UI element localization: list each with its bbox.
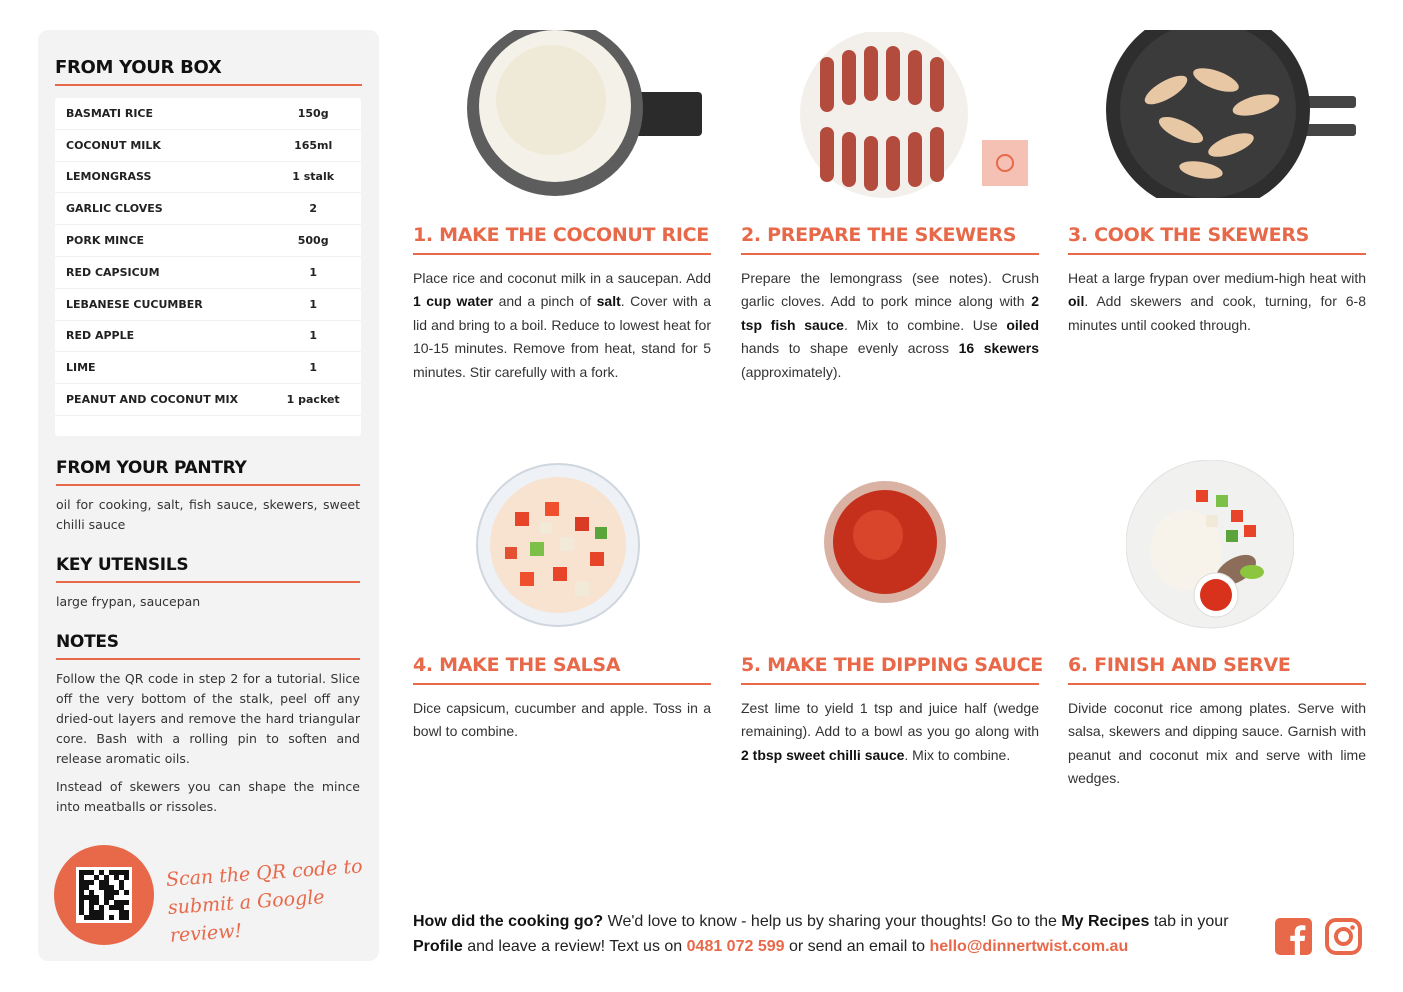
- divider: [1068, 253, 1366, 255]
- ingredient-row: [55, 289, 361, 321]
- notes-paragraph: Follow the QR code in step 2 for a tutorial. Slice off the very bottom of the stalk, peel off any dried-out layers and remove the hard triangular core. Bash with a rolling pin to soften and release aromatic oils.: [56, 671, 360, 766]
- body-bold: 16 skewers: [958, 340, 1039, 357]
- dipping-sauce-bowl-icon: [823, 480, 947, 604]
- step-4-title: 4. MAKE THE SALSA: [413, 654, 621, 676]
- ingredient-name: LEMONGRASS: [66, 170, 152, 184]
- body-text: Zest lime to yield 1 tsp and juice half (wedge remaining). Add to a bowl as you go along with: [741, 700, 1039, 740]
- footer-text: tab in your: [1149, 913, 1229, 930]
- skewers-in-frypan-icon: [1106, 30, 1358, 198]
- step-1-title: 1. MAKE THE COCONUT RICE: [413, 224, 709, 246]
- body-text: . Mix to combine. Use: [843, 316, 1007, 333]
- pantry-text: oil for cooking, salt, fish sauce, skewers, sweet chilli sauce: [56, 497, 360, 532]
- ingredient-qty: 1 stalk: [292, 170, 335, 184]
- notes-text: [56, 669, 360, 817]
- ingredient-name: PORK MINCE: [66, 234, 145, 248]
- body-text: Prepare the lemongrass (see notes). Crush garlic cloves. Add to pork mince along with: [741, 270, 1039, 310]
- step-6-body: Divide coconut rice among plates. Serve with salsa, skewers and dipping sauce. Garnish with peanut and coconut mix and serve with lime wedges.: [1068, 700, 1366, 787]
- divider: [413, 253, 711, 255]
- divider: [741, 253, 1039, 255]
- ingredient-row: [55, 130, 361, 162]
- step-2-body: [741, 267, 1039, 384]
- divider: [1068, 683, 1366, 685]
- step-1-body: [413, 267, 711, 384]
- review-footer: [413, 909, 1263, 959]
- scan-qr-line: Scan the QR code to: [165, 855, 364, 892]
- body-bold: 2 tsp fish sauce: [741, 293, 1039, 333]
- ingredient-name: GARLIC CLOVES: [66, 202, 163, 216]
- ingredient-qty: 500g: [297, 234, 329, 248]
- ingredient-name: LIME: [66, 361, 96, 375]
- body-bold: salt: [596, 293, 621, 310]
- pantry-heading: FROM YOUR PANTRY: [56, 458, 247, 478]
- ingredient-row: [55, 193, 361, 225]
- step-3-title: 3. COOK THE SKEWERS: [1068, 224, 1310, 246]
- utensils-section: [56, 555, 360, 612]
- rice-in-saucepan-icon: [441, 30, 703, 198]
- ingredient-name: RED APPLE: [66, 329, 135, 343]
- ingredient-qty: 1 packet: [286, 393, 340, 407]
- divider: [741, 683, 1039, 685]
- ingredient-name: LEBANESE CUCUMBER: [66, 297, 203, 311]
- body-text: . Cover with a lid and bring to a boil. Reduce to lowest heat for 10-15 minutes. Remove from heat, stand for 5 minutes. Stir carefully with a fork.: [413, 293, 712, 380]
- notes-paragraph: Instead of skewers you can shape the mince into meatballs or rissoles.: [56, 779, 360, 814]
- body-text: (approximately).: [741, 363, 842, 380]
- divider: [413, 683, 711, 685]
- step-3-body: [1068, 267, 1366, 337]
- body-text: . Add skewers and cook, turning, for 6-8 minutes until cooked through.: [1068, 293, 1366, 333]
- step-4-body: Dice capsicum, cucumber and apple. Toss in a bowl to combine.: [413, 700, 711, 740]
- from-your-box-heading: FROM YOUR BOX: [55, 57, 222, 78]
- footer-text: We'd love to know - help us by sharing your thoughts! Go to the: [603, 913, 1062, 930]
- plated-dish-icon: [1126, 460, 1294, 630]
- phone-link[interactable]: 0481 072 599: [686, 938, 785, 955]
- step-6-title: 6. FINISH AND SERVE: [1068, 654, 1291, 676]
- footer-bold: How did the cooking go?: [413, 913, 604, 930]
- ingredient-qty: 1: [309, 265, 317, 279]
- notes-heading: NOTES: [56, 632, 119, 652]
- footer-text: and leave a review! Text us on: [462, 938, 687, 955]
- pork-skewers-icon: [800, 32, 1040, 198]
- my-recipes-label: My Recipes: [1061, 913, 1150, 930]
- step-2-title: 2. PREPARE THE SKEWERS: [741, 224, 1017, 246]
- google-review-qr-badge[interactable]: [54, 845, 154, 945]
- ingredient-qty: 165ml: [294, 138, 333, 152]
- divider: [55, 84, 362, 86]
- footer-text: or send an email to: [784, 938, 930, 955]
- facebook-icon[interactable]: [1275, 918, 1312, 955]
- pantry-section: [56, 458, 360, 535]
- ingredient-row: [55, 225, 361, 257]
- ingredient-name: PEANUT AND COCONUT MIX: [66, 393, 239, 407]
- divider: [56, 484, 360, 486]
- body-bold: 2 tbsp sweet chilli sauce: [741, 746, 905, 763]
- body-bold: oiled: [1006, 316, 1039, 333]
- ingredient-qty: 2: [309, 202, 317, 216]
- body-text: . Mix to combine.: [904, 746, 1011, 763]
- qr-code-icon: [76, 867, 132, 923]
- from-your-box-section: [55, 57, 362, 86]
- step-5-body: [741, 697, 1039, 767]
- body-text: Heat a large frypan over medium-high heat with: [1068, 270, 1366, 286]
- profile-label: Profile: [413, 938, 463, 955]
- email-link[interactable]: hello@dinnertwist.com.au: [929, 938, 1129, 955]
- ingredient-row: [55, 352, 361, 384]
- ingredient-row: [55, 321, 361, 353]
- body-text: hands to shape evenly across: [741, 340, 959, 357]
- notes-section: [56, 632, 360, 825]
- utensils-heading: KEY UTENSILS: [56, 555, 189, 575]
- body-bold: oil: [1068, 293, 1085, 310]
- divider: [56, 658, 360, 660]
- ingredient-row: [55, 257, 361, 289]
- divider: [56, 581, 360, 583]
- ingredient-row: [55, 162, 361, 194]
- scan-qr-line: submit a Google review!: [167, 886, 326, 947]
- ingredient-qty: 1: [309, 329, 317, 343]
- body-text: and a pinch of: [493, 293, 597, 310]
- ingredient-row: [55, 98, 361, 130]
- salsa-bowl-icon: [475, 462, 641, 628]
- instagram-icon[interactable]: [1325, 918, 1362, 955]
- body-text: Place rice and coconut milk in a saucepan. Add: [413, 270, 711, 286]
- body-bold: 1 cup water: [413, 293, 494, 310]
- ingredients-sidebar: [38, 30, 379, 961]
- ingredient-name: COCONUT MILK: [66, 138, 161, 152]
- ingredient-name: RED CAPSICUM: [66, 265, 160, 279]
- ingredient-qty: 1: [309, 297, 317, 311]
- ingredients-table: [55, 98, 361, 436]
- step-5-title: 5. MAKE THE DIPPING SAUCE: [741, 654, 1043, 676]
- scan-qr-caption: [165, 851, 380, 949]
- ingredient-row: [55, 384, 361, 416]
- ingredient-name: BASMATI RICE: [66, 106, 154, 120]
- ingredient-qty: 1: [309, 361, 317, 375]
- ingredient-qty: 150g: [297, 106, 329, 120]
- utensils-text: large frypan, saucepan: [56, 594, 201, 609]
